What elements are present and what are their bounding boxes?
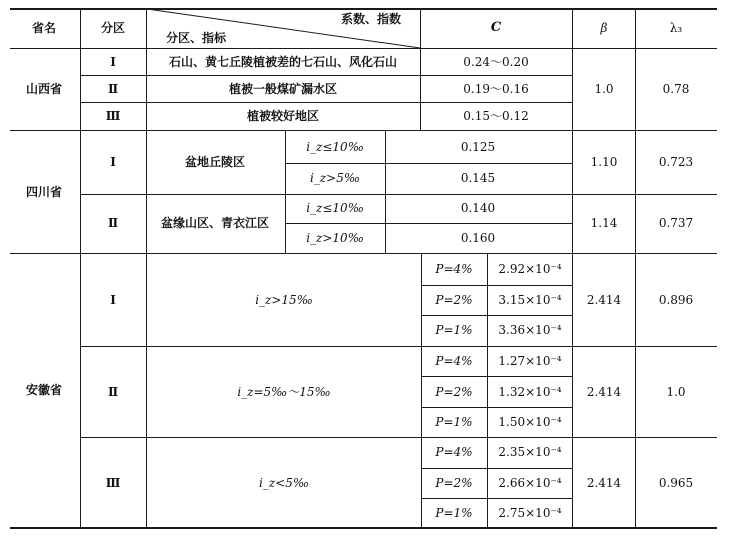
probability: P=4% <box>435 262 473 276</box>
zone-label: Ⅲ <box>105 109 121 123</box>
c-value: 0.19～0.16 <box>463 82 529 96</box>
c-value: 1.50×10⁻⁴ <box>498 415 562 429</box>
province-anhui: 安徽省 <box>25 383 63 397</box>
beta-value: 2.414 <box>586 476 622 490</box>
probability: P=1% <box>435 323 473 337</box>
header-diagonal-top: 系数、指数 <box>340 12 402 26</box>
c-value: 0.24～0.20 <box>463 55 529 69</box>
probability: P=1% <box>435 415 473 429</box>
c-value: 0.15～0.12 <box>463 109 529 123</box>
zone-description: 植被较好地区 <box>246 109 320 123</box>
slope-condition: i_z<5‰ <box>259 476 309 490</box>
c-value: 0.125 <box>460 140 496 154</box>
probability: P=1% <box>435 506 473 520</box>
zone-label: Ⅱ <box>107 216 119 230</box>
beta-value: 2.414 <box>586 385 622 399</box>
beta-value: 1.0 <box>594 82 614 96</box>
province-sichuan: 四川省 <box>25 185 63 199</box>
c-value: 0.140 <box>460 201 496 215</box>
c-value: 0.145 <box>460 171 496 185</box>
zone-label: Ⅱ <box>107 82 119 96</box>
c-value: 2.66×10⁻⁴ <box>498 476 562 490</box>
header-c: C <box>490 20 502 35</box>
c-value: 1.27×10⁻⁴ <box>498 354 562 368</box>
zone-description: 盆地丘陵区 <box>184 155 246 169</box>
zone-label: Ⅰ <box>110 155 116 169</box>
slope-condition: i_z>15‰ <box>255 293 313 307</box>
c-value: 3.15×10⁻⁴ <box>498 293 562 307</box>
lambda-value: 0.896 <box>658 293 694 307</box>
lambda-value: 0.723 <box>658 155 694 169</box>
zone-description: 植被一般煤矿漏水区 <box>228 82 338 96</box>
probability: P=4% <box>435 445 473 459</box>
slope-condition: i_z=5‰～15‰ <box>237 385 331 399</box>
beta-value: 1.14 <box>590 216 618 230</box>
lambda-value: 0.965 <box>658 476 694 490</box>
zone-description: 石山、黄七丘陵植被差的七石山、风化石山 <box>168 55 398 69</box>
c-value: 3.36×10⁻⁴ <box>498 323 562 337</box>
beta-value: 2.414 <box>586 293 622 307</box>
slope-condition: i_z≤10‰ <box>306 201 364 215</box>
c-value: 1.32×10⁻⁴ <box>498 385 562 399</box>
header-zone: 分区 <box>100 21 126 35</box>
probability: P=2% <box>435 293 473 307</box>
c-value: 2.75×10⁻⁴ <box>498 506 562 520</box>
probability: P=2% <box>435 385 473 399</box>
probability: P=2% <box>435 476 473 490</box>
probability: P=4% <box>435 354 473 368</box>
c-value: 2.35×10⁻⁴ <box>498 445 562 459</box>
slope-condition: i_z≤10‰ <box>306 140 364 154</box>
header-lambda: λ₃ <box>669 21 683 35</box>
lambda-value: 1.0 <box>666 385 686 399</box>
zone-label: Ⅰ <box>110 55 116 69</box>
slope-condition: i_z>10‰ <box>306 231 364 245</box>
lambda-value: 0.78 <box>662 82 690 96</box>
header-diagonal-bottom: 分区、指标 <box>165 31 227 45</box>
zone-label: Ⅰ <box>110 293 116 307</box>
zone-description: 盆缘山区、青衣江区 <box>160 216 270 230</box>
header-beta: β <box>600 21 608 35</box>
c-value: 0.160 <box>460 231 496 245</box>
zone-label: Ⅱ <box>107 385 119 399</box>
slope-condition: i_z>5‰ <box>310 171 360 185</box>
c-value: 2.92×10⁻⁴ <box>498 262 562 276</box>
beta-value: 1.10 <box>590 155 618 169</box>
lambda-value: 0.737 <box>658 216 694 230</box>
zone-label: Ⅲ <box>105 476 121 490</box>
header-province: 省名 <box>31 21 57 35</box>
province-shanxi: 山西省 <box>25 82 63 96</box>
